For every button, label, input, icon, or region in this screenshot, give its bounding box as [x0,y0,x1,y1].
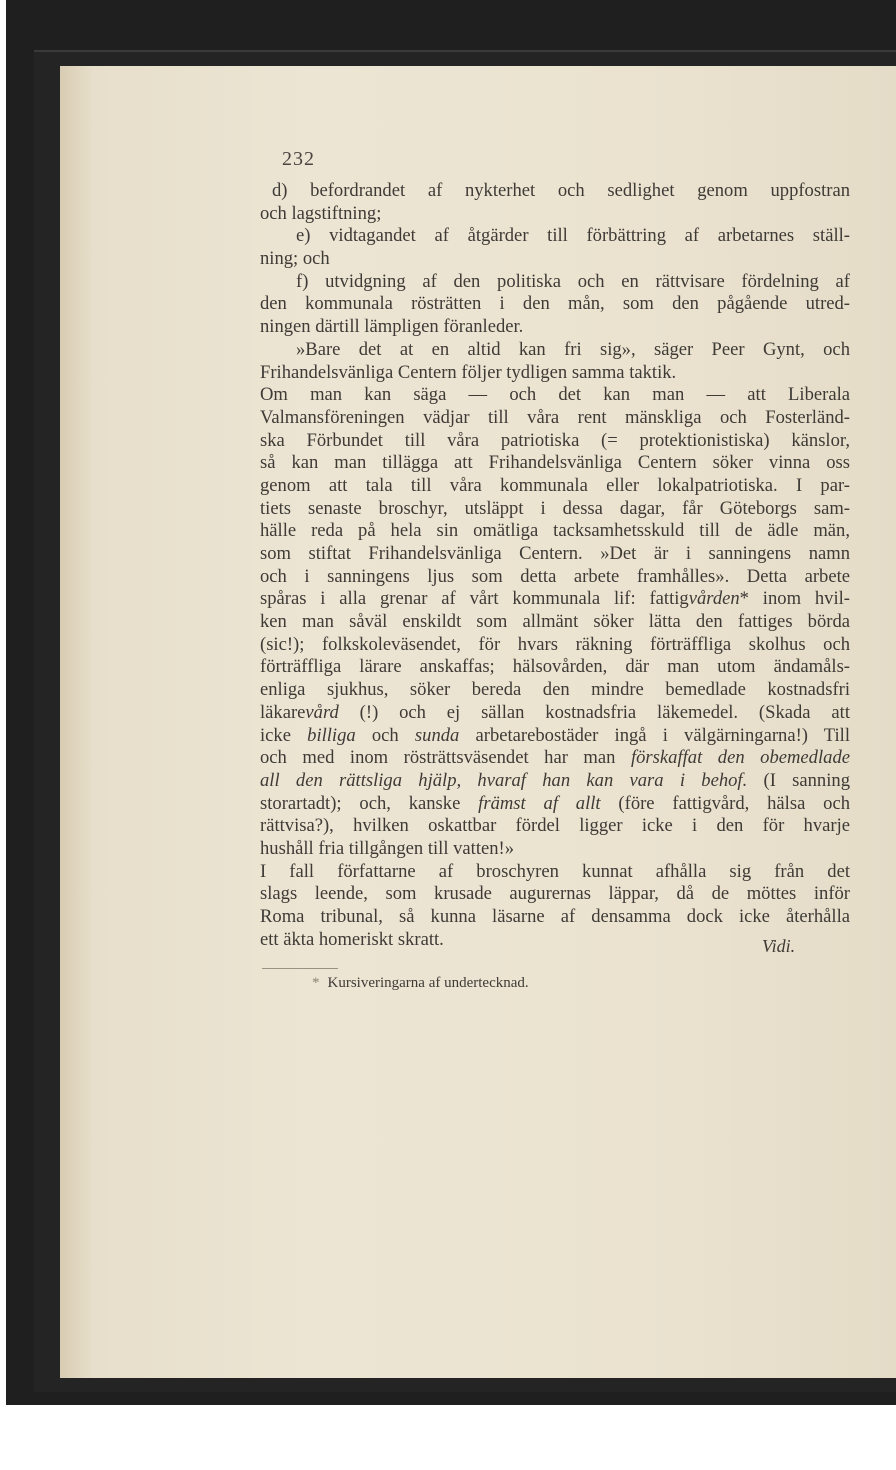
text-line: Frihandelsvänliga Centern följer tydligen samma taktik. [260,361,677,383]
text-line: ningen därtill lämpligen föranleder. [260,316,524,338]
text-line: och med inom rösträttsväsendet har man förskaffat den obemedlade [260,747,850,769]
text-line: läkarevård (!) och ej sällan kostnadsfria läkemedel. (Skada att [260,701,850,723]
text-line: (sic!); folkskoleväsendet, för hvars räkning förträffliga skolhus och [260,633,850,655]
text-line: storartadt); och, kanske främst af allt (före fattigvård, hälsa och [260,792,850,814]
footnote-mark: * [312,975,320,991]
text-line: och i sanningens ljus som detta arbete framhålles». Detta arbete [260,565,850,587]
text-line: slags leende, som krusade augurernas läppar, då de möttes inför [260,883,850,905]
text-line: enliga sjukhus, söker bereda den mindre bemedlade kostnadsfri [260,679,850,701]
text-line: och lagstiftning; [260,202,382,224]
signature: Vidi. [762,936,796,956]
body-text [260,180,850,951]
text-line: e) vidtagandet af åtgärder till förbättring af arbetarnes ställ- [296,225,850,247]
text-line: genom att tala till våra kommunala eller lokalpatriotiska. I par- [260,474,850,496]
text-line: ning; och [260,248,330,270]
text-line: hälle reda på hela sin omätliga tacksamhetsskuld till de ädle män, [260,520,850,542]
footnote [312,975,529,992]
text-line: f) utvidgning af den politiska och en rättvisare fördelning af [296,270,850,292]
text-line: Om man kan säga — och det kan man — att Liberala [260,384,850,406]
page-number: 232 [282,148,315,170]
text-line: »Bare det at en altid kan fri sig», säger Peer Gynt, och [296,338,850,360]
text-line: som stiftat Frihandelsvänliga Centern. »Det är i sanningens namn [260,543,850,564]
text-line: ett äkta homeriskt skratt. [260,928,444,950]
text-line: Valmansföreningen vädjar till våra rent mänskliga och Fosterländ- [260,406,850,428]
text-line: spåras i alla grenar af vårt kommunala lif: fattigvården* inom hvil- [260,588,850,610]
footnote-text: Kursiveringarna af undertecknad. [327,975,529,991]
text-line: den kommunala rösträtten i den mån, som den pågående utred- [260,293,850,315]
text-line: rättvisa?), hvilken oskattbar fördel ligger icke i den för hvarje [260,815,850,837]
text-line: icke billiga och sunda arbetarebostäder ingå i välgärningarna!) Till [260,724,850,746]
text-line: så kan man tillägga att Frihandelsvänliga Centern söker vinna oss [260,452,850,474]
text-line: I fall författarne af broschyren kunnat afhålla sig från det [260,860,850,882]
text-line: d) befordrandet af nykterhet och sedlighet genom uppfostran [272,180,850,201]
footnote-divider [262,968,338,969]
text-line: tiets senaste broschyr, utsläppt i dessa dagar, får Göteborgs sam- [260,497,850,519]
text-line: hushåll fria tillgången till vatten!» [260,837,515,859]
text-line: Roma tribunal, så kunna läsarne af densamma dock icke återhålla [260,906,850,927]
text-line: förträffliga lärare anskaffas; hälsovården, där man utom ändamåls- [260,656,850,678]
text-line: ska Förbundet till våra patriotiska (= protektionistiska) känslor, [260,429,850,451]
text-line: all den rättsliga hjälp, hvaraf han kan vara i behof. (I sanning [260,769,850,791]
text-line: ken man såväl enskildt som allmänt söker lätta den fattiges börda [260,611,850,633]
